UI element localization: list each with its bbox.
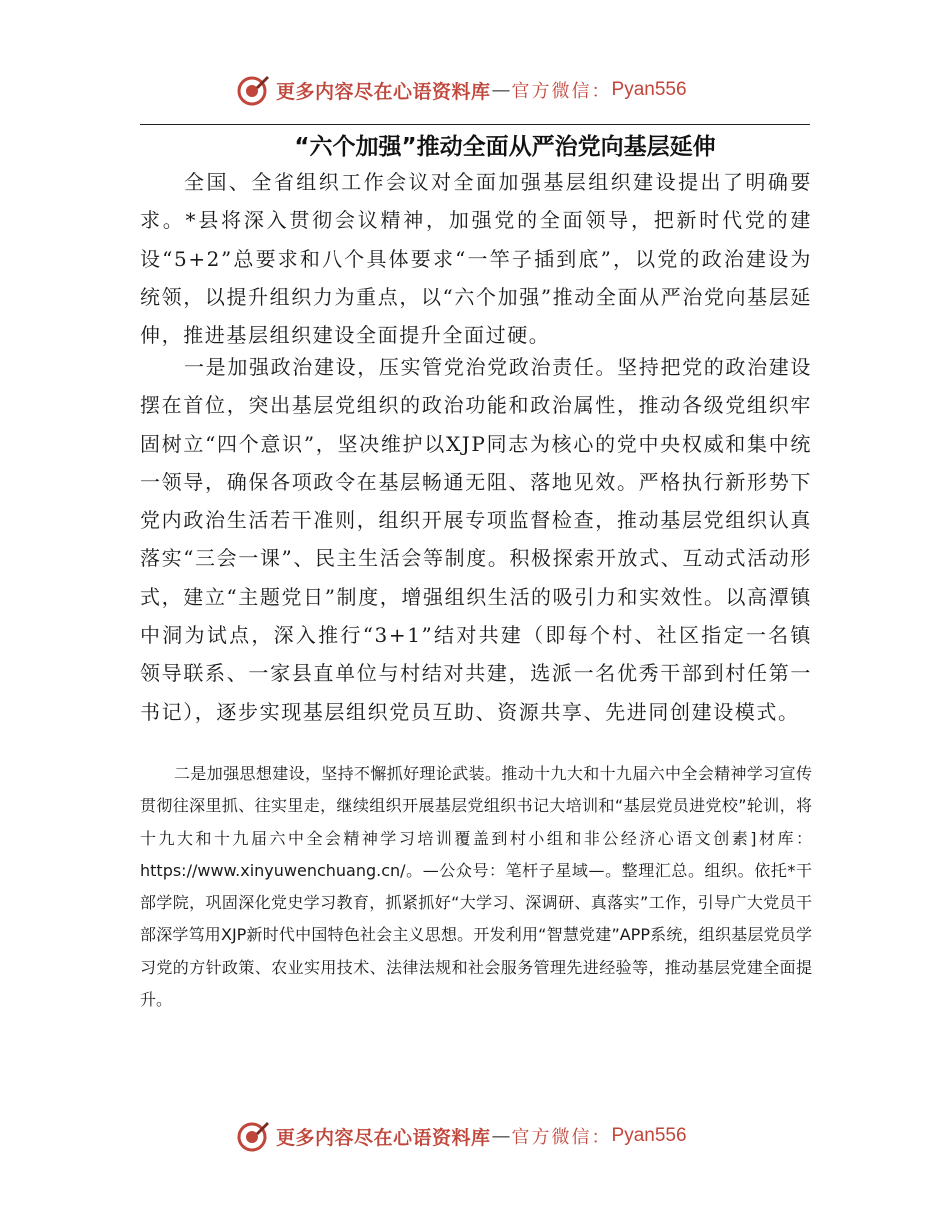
banner-dash: — — [491, 1125, 511, 1147]
banner-official-label: 官方微信： — [511, 1127, 612, 1148]
brush-logo-icon — [236, 73, 270, 107]
document-title: “六个加强”推动全面从严治党向基层延伸 — [294, 134, 716, 160]
banner-text: 更多内容尽在心语资料库 — [276, 1126, 491, 1149]
header-rule — [140, 124, 810, 125]
banner-text: 更多内容尽在心语资料库 — [276, 80, 491, 103]
banner-wechat-id: Pyan556 — [611, 79, 687, 100]
footer-banner — [236, 1118, 687, 1154]
banner-official-label: 官方微信： — [511, 81, 612, 102]
banner-wechat-id: Pyan556 — [611, 1125, 687, 1146]
paragraph-ideological: 二是加强思想建设，坚持不懈抓好理论武装。推动十九大和十九届六中全会精神学习宣传贯彻往深里抓、往实里走，继续组织开展基层党组织书记大培训和“基层党员进党校”轮训，将十九大和十九届六中全会精神学习培训覆盖到村小组和非公经济心语文创素]材库：https://www.xinyuwenchuang.cn/。—公众号：笔杆子星域—。整理汇总。组织。依托*干部学院，巩固深化党史学习教育，抓紧抓好“大学习、深调研、真落实”工作，引导广大党员干部深学笃用XJP新时代中国特色社会主义思想。开发利用“智慧党建”APP系统，组织基层党员学习党的方针政策、农业实用技术、法律法规和社会服务管理先进经验等，推动基层党建全面提升。 — [140, 764, 812, 1010]
brush-logo-icon — [236, 1119, 270, 1153]
paragraph-political: 一是加强政治建设，压实管党治党政治责任。坚持把党的政治建设摆在首位，突出基层党组织的政治功能和政治属性，推动各级党组织牢固树立“四个意识”，坚决维护以XJP同志为核心的党中央权威和集中统一领导，确保各项政令在基层畅通无阻、落地见效。严格执行新形势下党内政治生活若干准则，组织开展专项监督检查，推动基层党组织认真落实“三会一课”、民主生活会等制度。积极探索开放式、互动式活动形式，建立“主题党日”制度，增强组织生活的吸引力和实效性。以高潭镇中洞为试点，深入推行“3+1”结对共建（即每个村、社区指定一名镇领导联系、一家县直单位与村结对共建，选派一名优秀干部到村任第一书记），逐步实现基层组织党员互助、资源共享、先进同创建设模式。 — [140, 355, 812, 724]
banner-dash: — — [491, 79, 511, 101]
paragraph-intro: 全国、全省组织工作会议对全面加强基层组织建设提出了明确要求。*县将深入贯彻会议精神，加强党的全面领导，把新时代党的建设“5+2”总要求和八个具体要求“一竿子插到底”，以党的政治建设为统领，以提升组织力为重点，以“六个加强”推动全面从严治党向基层延伸，推进基层组织建设全面提升全面过硬。 — [140, 170, 812, 348]
header-banner — [236, 72, 687, 108]
